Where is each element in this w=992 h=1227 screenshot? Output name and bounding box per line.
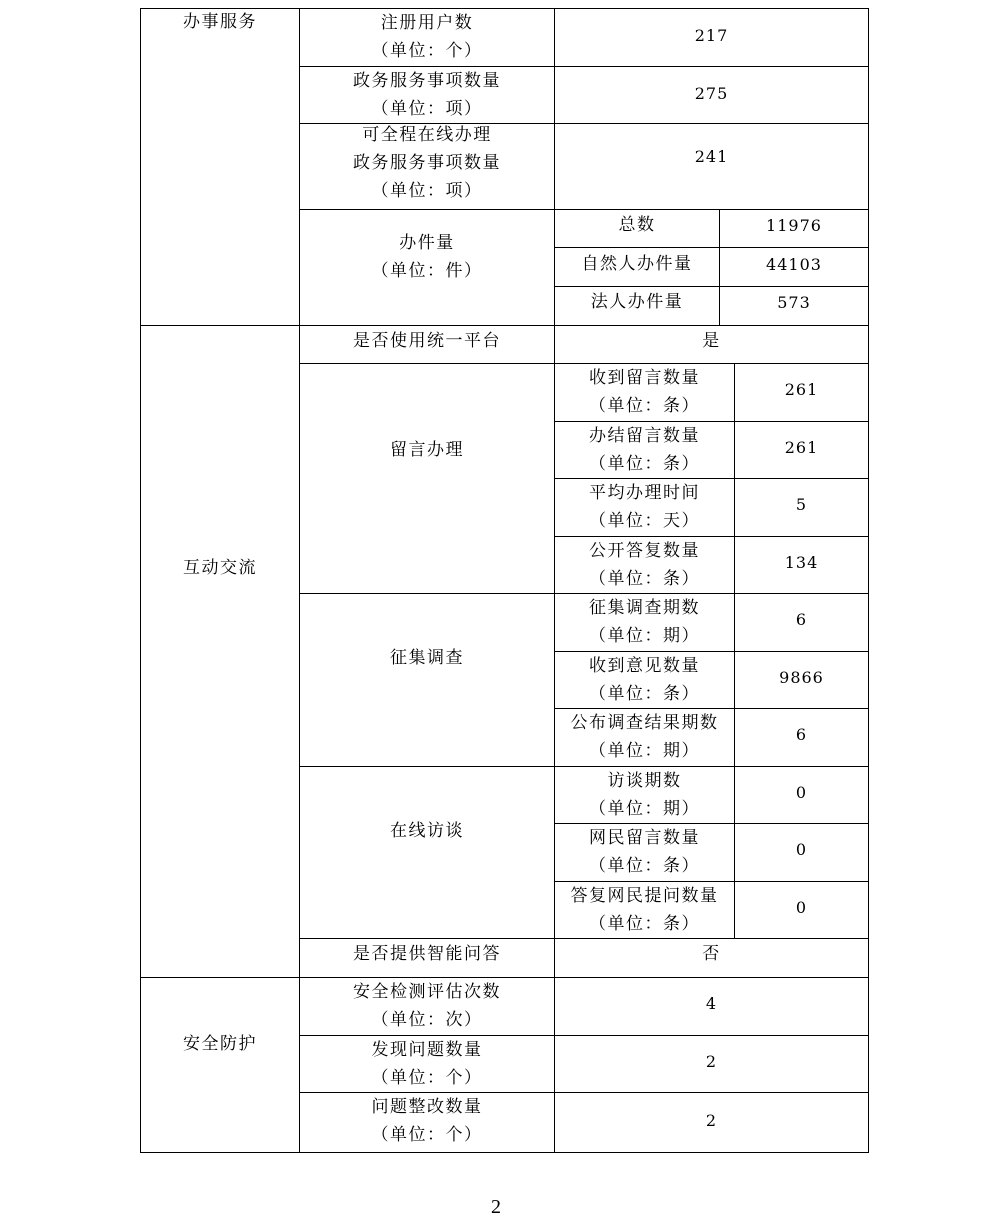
interview-periods-label: 访谈期数 xyxy=(607,771,682,791)
unified-platform-value: 是 xyxy=(702,331,721,351)
survey-results-label: 公布调查结果期数 xyxy=(570,713,719,733)
survey-periods-unit: （单位：期） xyxy=(589,626,700,646)
handling-total-value-cell xyxy=(720,210,868,247)
interview-messages-value-cell xyxy=(735,824,868,881)
row-issues-fixed-value xyxy=(555,1093,868,1152)
survey-results-value: 6 xyxy=(795,725,808,744)
messages-public-value-cell xyxy=(735,537,868,593)
interview-periods-unit: （单位：期） xyxy=(589,799,700,819)
survey-periods-label-cell xyxy=(555,594,734,651)
interview-periods-value: 0 xyxy=(795,783,808,802)
smart-qa-value: 否 xyxy=(702,944,721,964)
interview-messages-value: 0 xyxy=(795,840,808,859)
messages-completed-label-cell xyxy=(555,422,734,478)
row-smart-qa-value xyxy=(555,939,868,977)
messages-completed-value: 261 xyxy=(784,438,819,457)
issues-fixed-unit: （单位：个） xyxy=(371,1125,483,1145)
interview-periods-label-cell xyxy=(555,767,734,823)
messages-avg-time-label: 平均办理时间 xyxy=(589,483,700,503)
interview-group-label xyxy=(300,767,554,938)
handling-natural-value: 44103 xyxy=(766,255,822,274)
survey-opinions-value-cell xyxy=(735,652,868,708)
messages-completed-unit: （单位：条） xyxy=(589,454,700,474)
survey-periods-label: 征集调查期数 xyxy=(589,598,700,618)
section-interaction-label xyxy=(141,326,299,977)
issues-found-unit: （单位：个） xyxy=(371,1068,483,1088)
row-issues-fixed-label xyxy=(300,1093,554,1152)
handling-natural-label: 自然人办件量 xyxy=(581,254,693,274)
row-smart-qa-label xyxy=(300,939,554,977)
issues-found-value: 2 xyxy=(705,1052,718,1071)
handling-legal-value-cell xyxy=(720,287,868,325)
survey-results-label-cell xyxy=(555,709,734,766)
handling-natural-value-cell xyxy=(720,248,868,286)
survey-opinions-unit: （单位：条） xyxy=(589,684,700,704)
interview-periods-value-cell xyxy=(735,767,868,823)
registered-users-label: 注册用户数 xyxy=(380,13,474,33)
service-items-label: 政务服务事项数量 xyxy=(353,71,501,91)
online-items-label-1: 可全程在线办理 xyxy=(362,125,492,145)
survey-opinions-label: 收到意见数量 xyxy=(589,656,700,676)
issues-fixed-label: 问题整改数量 xyxy=(371,1097,483,1117)
row-online-items-label xyxy=(300,124,554,209)
interview-answers-unit: （单位：条） xyxy=(589,914,700,934)
page-number: 2 xyxy=(491,1196,501,1218)
messages-received-value-cell xyxy=(735,364,868,421)
handling-legal-label: 法人办件量 xyxy=(590,292,684,312)
handling-total-value: 11976 xyxy=(766,216,822,235)
handling-unit: （单位：件） xyxy=(371,261,483,281)
row-assessments-label xyxy=(300,978,554,1035)
handling-natural-label-cell xyxy=(555,248,719,286)
survey-opinions-label-cell xyxy=(555,652,734,708)
service-items-value: 275 xyxy=(694,84,729,103)
row-assessments-value xyxy=(555,978,868,1035)
interview-messages-unit: （单位：条） xyxy=(589,856,700,876)
survey-group-label xyxy=(300,594,554,766)
messages-received-label-cell xyxy=(555,364,734,421)
interview-answers-value-cell xyxy=(735,882,868,938)
messages-public-unit: （单位：条） xyxy=(589,569,700,589)
issues-found-label: 发现问题数量 xyxy=(371,1040,483,1060)
survey-opinions-value: 9866 xyxy=(779,668,824,687)
messages-completed-label: 办结留言数量 xyxy=(589,426,700,446)
interview-answers-label-cell xyxy=(555,882,734,938)
interview-label: 在线访谈 xyxy=(390,821,464,841)
messages-avg-time-unit: （单位：天） xyxy=(589,511,700,531)
interview-answers-label: 答复网民提问数量 xyxy=(570,886,719,906)
section-security-label xyxy=(141,978,299,1152)
messages-avg-time-value: 5 xyxy=(795,495,808,514)
online-items-label-2: 政务服务事项数量 xyxy=(353,153,501,173)
row-issues-found-label xyxy=(300,1036,554,1092)
messages-group-label xyxy=(300,364,554,593)
handling-total-label-cell xyxy=(555,210,719,247)
messages-avg-time-label-cell xyxy=(555,479,734,536)
survey-periods-value: 6 xyxy=(795,610,808,629)
handling-total-label: 总数 xyxy=(618,215,656,235)
row-registered-users-label xyxy=(300,9,554,66)
service-items-unit: （单位：项） xyxy=(371,99,483,119)
messages-received-unit: （单位：条） xyxy=(589,396,700,416)
messages-label: 留言办理 xyxy=(390,440,464,460)
row-service-items-label xyxy=(300,67,554,123)
handling-legal-value: 573 xyxy=(777,293,811,312)
messages-public-value: 134 xyxy=(784,553,819,572)
messages-public-label-cell xyxy=(555,537,734,593)
interview-messages-label: 网民留言数量 xyxy=(589,828,700,848)
online-items-unit: （单位：项） xyxy=(371,181,483,201)
messages-completed-value-cell xyxy=(735,422,868,478)
interview-messages-label-cell xyxy=(555,824,734,881)
row-unified-platform-value xyxy=(555,326,868,363)
survey-results-value-cell xyxy=(735,709,868,766)
handling-legal-label-cell xyxy=(555,287,719,325)
section-service-text: 办事服务 xyxy=(183,12,257,32)
row-unified-platform-label xyxy=(300,326,554,363)
row-service-items-value xyxy=(555,67,868,123)
messages-received-label: 收到留言数量 xyxy=(589,368,700,388)
row-issues-found-value xyxy=(555,1036,868,1092)
handling-label: 办件量 xyxy=(399,233,455,253)
online-items-value: 241 xyxy=(694,147,729,166)
section-security-text: 安全防护 xyxy=(183,1034,257,1054)
assessments-value: 4 xyxy=(705,994,718,1013)
messages-public-label: 公开答复数量 xyxy=(589,541,700,561)
survey-label: 征集调查 xyxy=(390,648,464,668)
registered-users-value: 217 xyxy=(694,26,729,45)
messages-received-value: 261 xyxy=(784,380,819,399)
issues-fixed-value: 2 xyxy=(705,1111,718,1130)
survey-periods-value-cell xyxy=(735,594,868,651)
messages-avg-time-value-cell xyxy=(735,479,868,536)
section-interaction-text: 互动交流 xyxy=(183,558,257,578)
registered-users-unit: （单位：个） xyxy=(371,41,483,61)
row-online-items-value xyxy=(555,124,868,209)
assessments-unit: （单位：次） xyxy=(371,1010,483,1030)
row-handling-label xyxy=(300,210,554,325)
survey-results-unit: （单位：期） xyxy=(589,741,700,761)
smart-qa-label: 是否提供智能问答 xyxy=(353,944,501,964)
unified-platform-label: 是否使用统一平台 xyxy=(353,331,501,351)
row-registered-users-value xyxy=(555,9,868,66)
interview-answers-value: 0 xyxy=(795,898,808,917)
assessments-label: 安全检测评估次数 xyxy=(353,982,501,1002)
